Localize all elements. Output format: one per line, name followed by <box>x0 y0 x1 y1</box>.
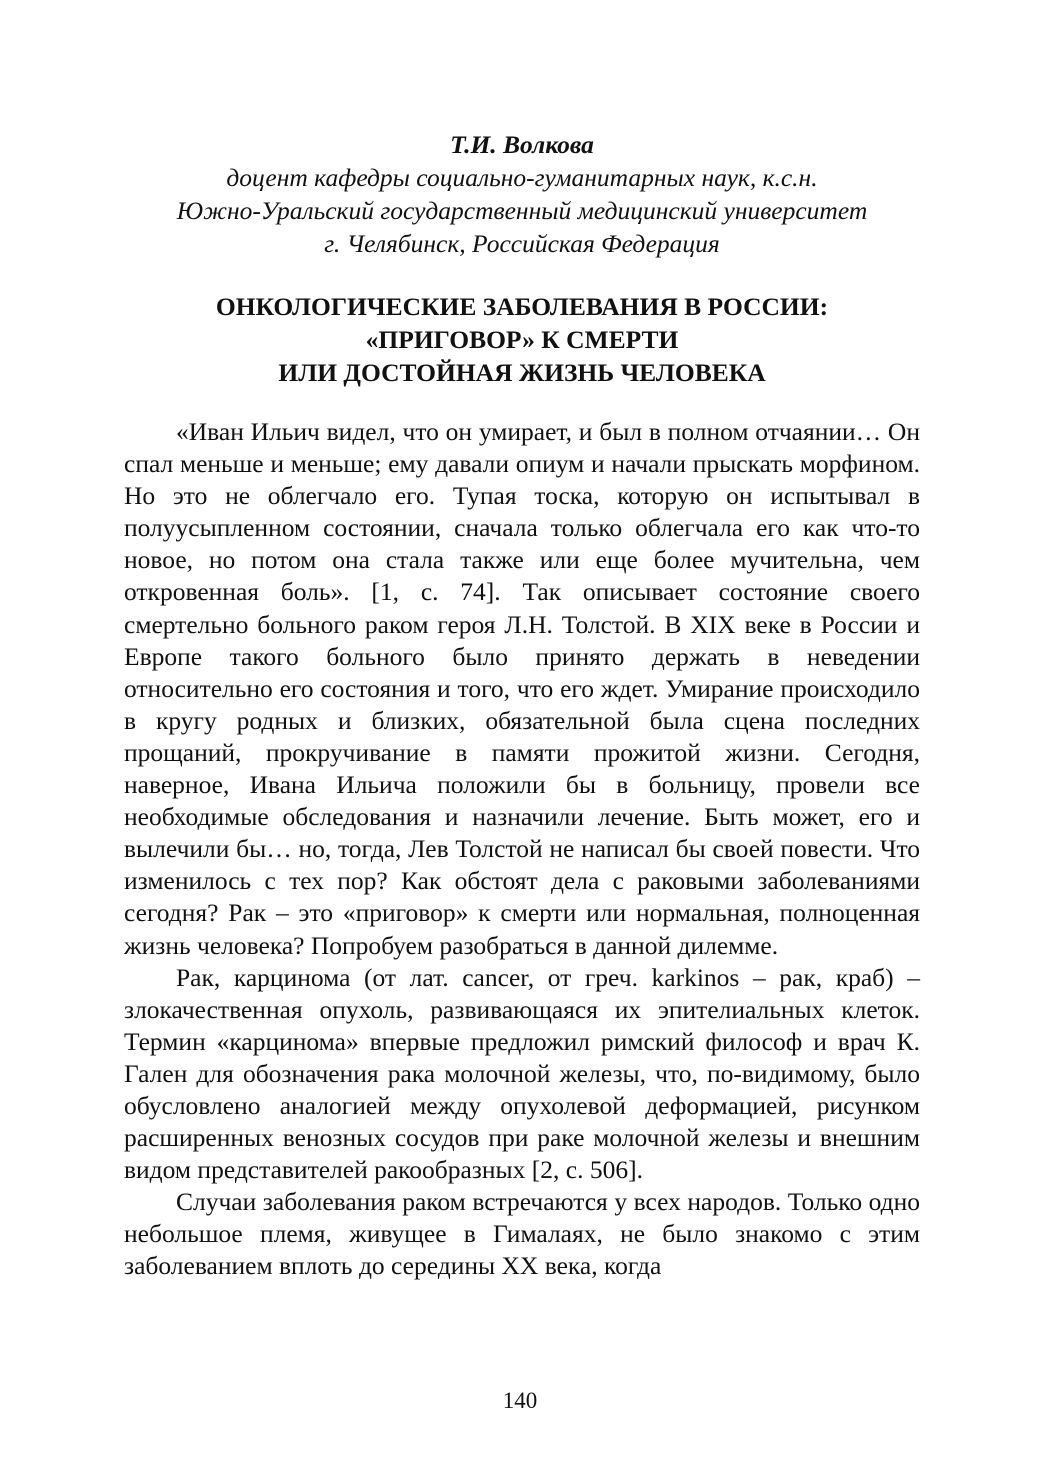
title-line: ОНКОЛОГИЧЕСКИЕ ЗАБОЛЕВАНИЯ В РОССИИ: <box>215 292 829 321</box>
title-line: «ПРИГОВОР» К СМЕРТИ <box>365 325 679 354</box>
author-affiliation: Южно-Уральский государственный медицинский университет <box>176 196 868 225</box>
paragraph: «Иван Ильич видел, что он умирает, и был в полном отчаянии… Он спал меньше и меньше; ему давали опиум и начали прыскать морфином. Но это не облегчало его. Тупая тоска, которую он испытывал в полуусыпленном состоянии, сначала только облегчала его как что-то новое, но потом она стала также или еще более мучительна, чем откровенная боль». [1, с. 74]. Так описывает состояние своего смертельно больного раком героя Л.Н. Толстой. В XIX веке в России и Европе такого больного было принято держать в неведении относительно его состояния и того, что его ждет. Умирание происходило в кругу родных и близких, обязательной была сцена последних прощаний, прокручивание в памяти прожитой жизни. Сегодня, наверное, Ивана Ильича положили бы в больницу, провели все необходимые обследования и назначили лечение. Быть может, его и вылечили бы… но, тогда, Лев Толстой не написал бы своей повести. Что изменилось с тех пор? Как обстоят дела с раковыми заболеваниями сегодня? Рак – это «приговор» к смерти или нормальная, полноценная жизнь человека? Попробуем разобраться в данной дилемме. <box>124 417 920 960</box>
author-position: доцент кафедры социально-гуманитарных наук, к.с.н. <box>226 163 818 192</box>
page-number: 140 <box>502 1388 538 1413</box>
title-line: ИЛИ ДОСТОЙНАЯ ЖИЗНЬ ЧЕЛОВЕКА <box>278 358 766 387</box>
author-location: г. Челябинск, Российская Федерация <box>324 229 720 258</box>
author-name: Т.И. Волкова <box>450 130 594 159</box>
author-block <box>124 128 920 260</box>
page-content <box>124 128 920 1283</box>
paragraph: Случаи заболевания раком встречаются у всех народов. Только одно небольшое племя, живущее в Гималаях, не было знакомо с этим заболеванием вплоть до середины XX века, когда <box>124 1187 920 1281</box>
article-body <box>124 416 920 1283</box>
paragraph: Рак, карцинома (от лат. cancer, от греч. karkinos – рак, краб) – злокачественная опухоль, развивающаяся их эпителиальных клеток. Термин «карцинома» впервые предложил римский философ и врач К. Гален для обозначения рака молочной железы, что, по-видимому, было обусловлено аналогией между опухолевой деформацией, рисунком расширенных венозных сосудов при раке молочной железы и внешним видом представителей ракообразных [2, с. 506]. <box>124 962 920 1185</box>
article-title <box>124 290 920 389</box>
